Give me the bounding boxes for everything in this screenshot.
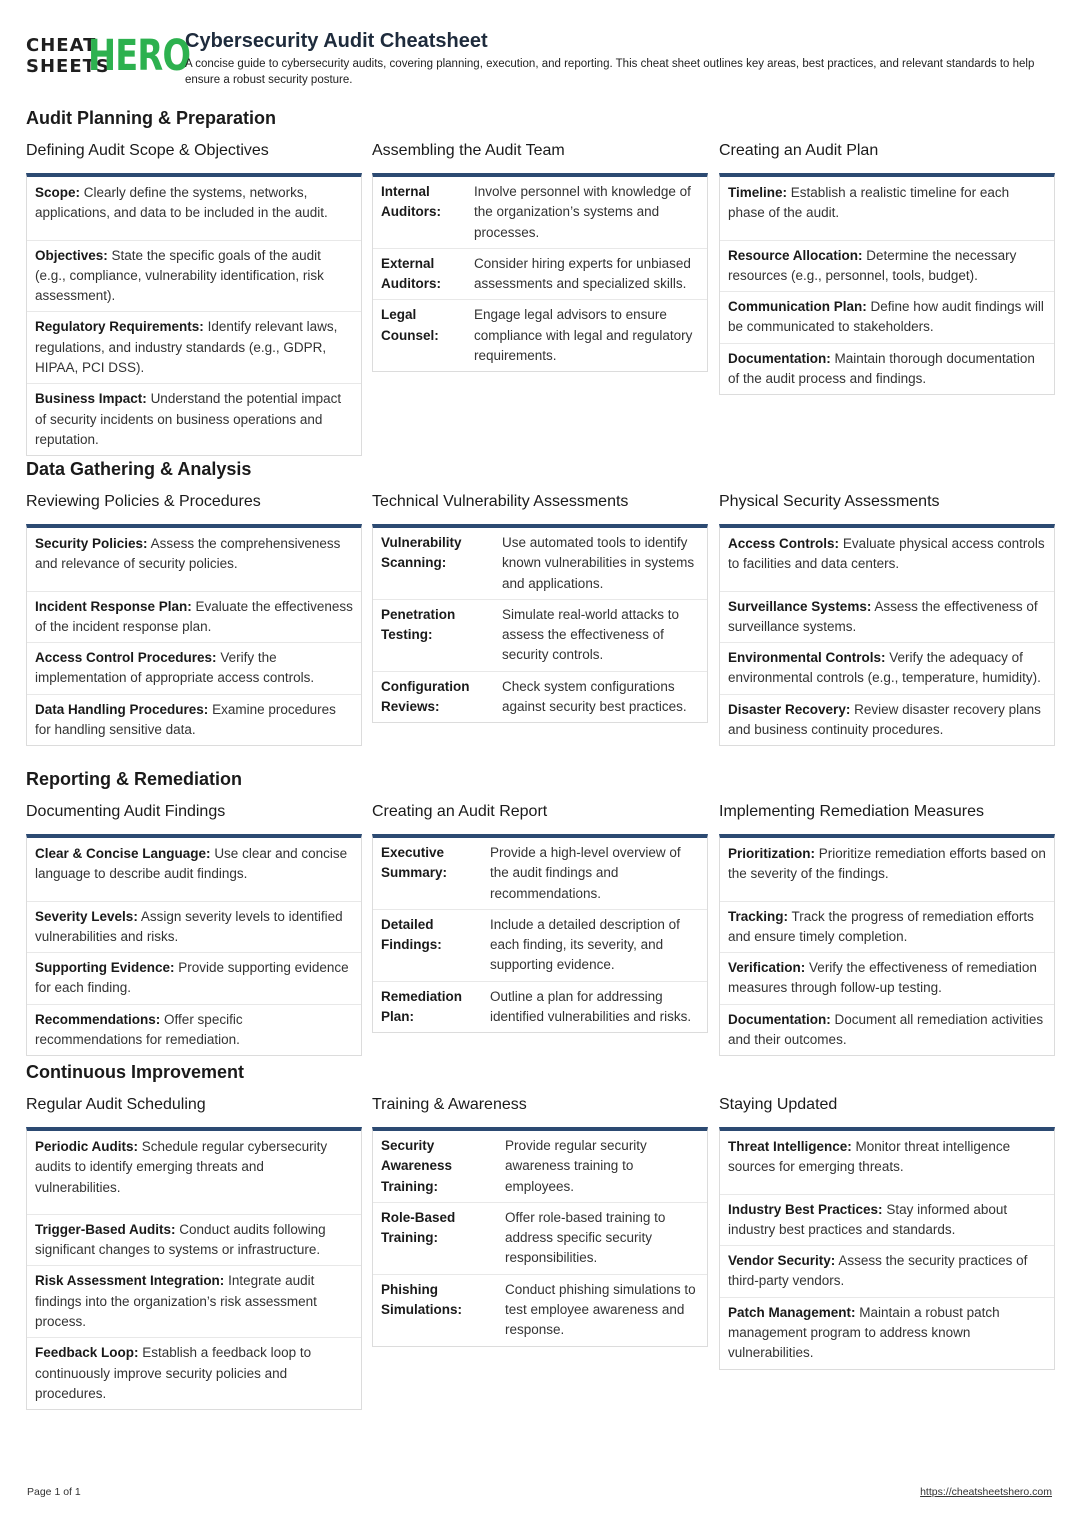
table-row [373,300,707,371]
list-item [27,1338,361,1409]
item-label: Threat Intelligence: [728,1139,852,1154]
row-text: Involve personnel with knowledge of the organization’s systems and processes. [474,184,691,240]
card-remediation-measures [719,802,1055,1056]
item-text: Assess the comprehensiveness and relevance of security policies. [35,536,341,572]
table-row [373,1203,707,1275]
item-text: Monitor threat intelligence sources for emerging threats. [728,1139,1011,1175]
row-text: Use automated tools to identify known vulnerabilities in systems and applications. [502,535,695,591]
list-item [720,528,1054,592]
item-text: Review disaster recovery plans and business continuity procedures. [728,701,1041,738]
card-technical-assessments [372,492,708,723]
item-label: Regulatory Requirements: [35,319,204,335]
item-label: Security Policies: [35,536,148,551]
item-text: Establish a realistic timeline for each phase of the audit. [728,185,1010,221]
row-label: Penetration Testing: [381,606,456,643]
row-text: Simulate real-world attacks to assess the effectiveness of security controls. [502,606,680,663]
logo-text-cheat: CHEAT [26,35,97,56]
list-item [720,1195,1054,1247]
row-label: Security Awareness Training: [381,1138,453,1194]
item-text: Maintain a robust patch management program to address known vulnerabilities. [728,1304,1000,1361]
card-title: Regular Audit Scheduling [26,1096,206,1113]
item-text: Evaluate the effectiveness of the incident response plan. [35,598,353,634]
item-text: Verify the implementation of appropriate access controls. [35,650,315,686]
item-text: Assign severity levels to identified vulnerabilities and risks. [35,908,343,944]
item-text: Evaluate physical access controls to facilities and data centers. [728,536,1045,572]
card-body [26,173,362,456]
item-label: Clear & Concise Language: [35,846,211,861]
card-audit-team [372,141,708,372]
list-item [720,292,1054,344]
card-body [372,173,708,372]
card-title: Reviewing Policies & Procedures [26,493,261,510]
section-title: Data Gathering & Analysis [26,459,252,479]
row-text: Provide regular security awareness training to employees. [505,1138,647,1194]
page-subtitle: A concise guide to cybersecurity audits, covering planning, execution, and reporting. This cheat sheet outlines key areas, best practices, and relevant standards to help ensure a robust security posture. [185,58,1035,86]
item-text: Provide supporting evidence for each finding. [35,960,349,996]
item-label: Documentation: [728,350,831,366]
item-label: Objectives: [35,247,108,263]
card-reviewing-policies [26,492,362,746]
card-title: Defining Audit Scope & Objectives [26,142,269,159]
row-label: Legal Counsel: [381,307,439,343]
item-label: Industry Best Practices: [728,1201,883,1217]
list-item [27,1266,361,1338]
item-label: Risk Assessment Integration: [35,1273,225,1289]
item-label: Patch Management: [728,1304,856,1320]
page-header [26,30,1056,92]
row-text: Engage legal advisors to ensure compliance with legal and regulatory requirements. [474,307,693,364]
item-label: Data Handling Procedures: [35,701,209,717]
card-body [26,1127,362,1410]
card-documenting-findings [26,802,362,1056]
item-text: Understand the potential impact of security incidents on business operations and reputation. [35,391,342,447]
row-label: Role-Based Training: [381,1209,456,1246]
page-number: Page 1 of 1 [27,1486,81,1498]
row-label: Internal Auditors: [381,184,441,220]
item-label: Surveillance Systems: [728,598,872,614]
card-title: Staying Updated [719,1096,838,1113]
table-row [373,672,707,723]
row-label: Vulnerability Scanning: [381,535,462,571]
cheatsheetshero-logo[interactable] [26,31,191,81]
item-text: Track the progress of remediation efforts and ensure timely completion. [728,908,1034,944]
row-label: Detailed Findings: [381,916,442,953]
page-title: Cybersecurity Audit Cheatsheet [185,30,488,52]
item-label: Access Control Procedures: [35,650,217,666]
item-label: Periodic Audits: [35,1139,139,1154]
row-label: Configuration Reviews: [381,678,470,715]
table-row [373,982,707,1033]
card-physical-security [719,492,1055,746]
list-item [27,592,361,644]
list-item [720,1131,1054,1195]
item-label: Scope: [35,185,81,200]
table-row [373,910,707,982]
table-row [373,528,707,600]
section-title: Reporting & Remediation [26,769,243,789]
card-training-awareness [372,1095,708,1347]
item-label: Communication Plan: [728,299,867,315]
list-item [27,177,361,241]
item-label: Tracking: [728,908,789,924]
table-row [373,600,707,672]
item-text: Integrate audit findings into the organization’s risk assessment process. [35,1273,317,1330]
list-item [720,344,1054,395]
item-text: Use clear and concise language to describe audit findings. [35,846,348,882]
card-body [26,524,362,746]
title-block [185,30,1056,88]
item-text: Assess the effectiveness of surveillance systems. [728,598,1038,634]
row-label: External Auditors: [381,255,441,292]
card-body [372,1127,708,1347]
row-text: Check system configurations against security best practices. [502,678,687,715]
item-label: Supporting Evidence: [35,960,175,976]
card-title: Creating an Audit Plan [719,142,879,159]
table-row [373,1131,707,1203]
list-item [720,838,1054,902]
card-title: Technical Vulnerability Assessments [372,493,629,510]
card-audit-report [372,802,708,1033]
list-item [27,528,361,592]
item-text: Document all remediation activities and their outcomes. [728,1011,1044,1048]
card-audit-plan [719,141,1055,395]
section-title: Continuous Improvement [26,1062,245,1082]
table-row [373,838,707,910]
list-item [720,902,1054,954]
list-item [27,953,361,1005]
item-text: Verify the adequacy of environmental controls (e.g., temperature, humidity). [728,650,1041,686]
list-item [27,1215,361,1267]
table-row [373,1275,707,1346]
list-item [720,177,1054,241]
item-label: Incident Response Plan: [35,598,192,614]
card-body [719,834,1055,1056]
item-label: Vendor Security: [728,1253,836,1269]
row-text: Outline a plan for addressing identified vulnerabilities and risks. [490,988,692,1025]
item-label: Feedback Loop: [35,1345,139,1361]
row-text: Include a detailed description of each finding, its severity, and supporting evidence. [490,916,680,973]
card-title: Physical Security Assessments [719,493,940,510]
row-label: Executive Summary: [381,845,448,881]
item-text: Conduct audits following significant changes to systems or infrastructure. [35,1221,326,1258]
item-text: Establish a feedback loop to continuously improve security policies and procedures. [35,1345,312,1401]
item-text: Schedule regular cybersecurity audits to identify emerging threats and vulnerabilities. [35,1139,328,1195]
card-body [719,173,1055,395]
list-item [27,1005,361,1056]
item-label: Business Impact: [35,391,147,407]
table-row [373,177,707,249]
item-text: State the specific goals of the audit (e.g., compliance, vulnerability identification, risk assessment). [35,247,324,304]
item-text: Verify the effectiveness of remediation measures through follow-up testing. [728,960,1037,996]
item-text: Clearly define the systems, networks, applications, and data to be included in the audit. [35,185,328,221]
card-body [372,524,708,723]
list-item [720,1005,1054,1056]
list-item [27,241,361,313]
card-body [372,834,708,1033]
item-label: Recommendations: [35,1011,161,1027]
card-regular-scheduling [26,1095,362,1410]
list-item [720,1246,1054,1298]
section-data-gathering [26,458,1056,738]
item-label: Severity Levels: [35,908,138,924]
item-text: Prioritize remediation efforts based on the severity of the findings. [728,846,1046,882]
list-item [720,241,1054,293]
row-label: Phishing Simulations: [381,1281,463,1318]
item-text: Define how audit findings will be communicated to stakeholders. [728,299,1044,335]
list-item [27,643,361,695]
item-text: Offer specific recommendations for remediation. [35,1011,243,1048]
item-text: Examine procedures for handling sensitive data. [35,701,336,738]
list-item [27,312,361,384]
list-item [27,384,361,455]
card-body [719,1127,1055,1370]
list-item [27,902,361,954]
item-label: Timeline: [728,185,788,200]
item-text: Identify relevant laws, regulations, and industry standards (e.g., GDPR, HIPAA, PCI DSS). [35,319,338,376]
list-item [27,838,361,902]
item-label: Trigger-Based Audits: [35,1221,176,1237]
item-label: Environmental Controls: [728,650,886,666]
section-reporting [26,768,1056,1048]
list-item [720,592,1054,644]
item-text: Stay informed about industry best practices and standards. [728,1201,1008,1237]
item-label: Resource Allocation: [728,247,863,263]
card-title: Creating an Audit Report [372,803,548,820]
item-label: Documentation: [728,1011,831,1027]
card-defining-scope [26,141,362,456]
row-text: Provide a high-level overview of the audit findings and recommendations. [490,845,681,901]
logo-text-hero: HERO [88,31,191,81]
card-body [719,524,1055,746]
item-label: Verification: [728,960,806,976]
row-text: Offer role-based training to address specific security responsibilities. [505,1209,666,1266]
list-item [720,695,1054,746]
item-label: Prioritization: [728,846,815,861]
section-title: Audit Planning & Preparation [26,108,277,128]
card-title: Documenting Audit Findings [26,803,226,820]
row-label: Remediation Plan: [381,988,463,1025]
section-audit-planning [26,107,1056,447]
list-item [720,1298,1054,1369]
list-item [720,643,1054,695]
list-item [720,953,1054,1005]
item-text: Determine the necessary resources (e.g., personnel, tools, budget). [728,247,1017,283]
card-title: Implementing Remediation Measures [719,803,985,820]
list-item [27,695,361,746]
card-body [26,834,362,1056]
table-row [373,249,707,301]
footer-link[interactable]: https://cheatsheetshero.com [920,1486,1052,1498]
item-label: Disaster Recovery: [728,701,851,717]
logo-text-sheets: SHEETS [26,56,110,77]
card-title: Assembling the Audit Team [372,142,565,159]
row-text: Consider hiring experts for unbiased assessments and specialized skills. [474,255,691,292]
item-text: Maintain thorough documentation of the audit process and findings. [728,350,1035,387]
section-continuous-improvement [26,1061,1056,1401]
row-text: Conduct phishing simulations to test employee awareness and response. [505,1281,696,1338]
card-title: Training & Awareness [372,1096,527,1113]
item-label: Access Controls: [728,536,840,551]
list-item [27,1131,361,1215]
item-text: Assess the security practices of third-party vendors. [728,1253,1028,1289]
card-staying-updated [719,1095,1055,1370]
